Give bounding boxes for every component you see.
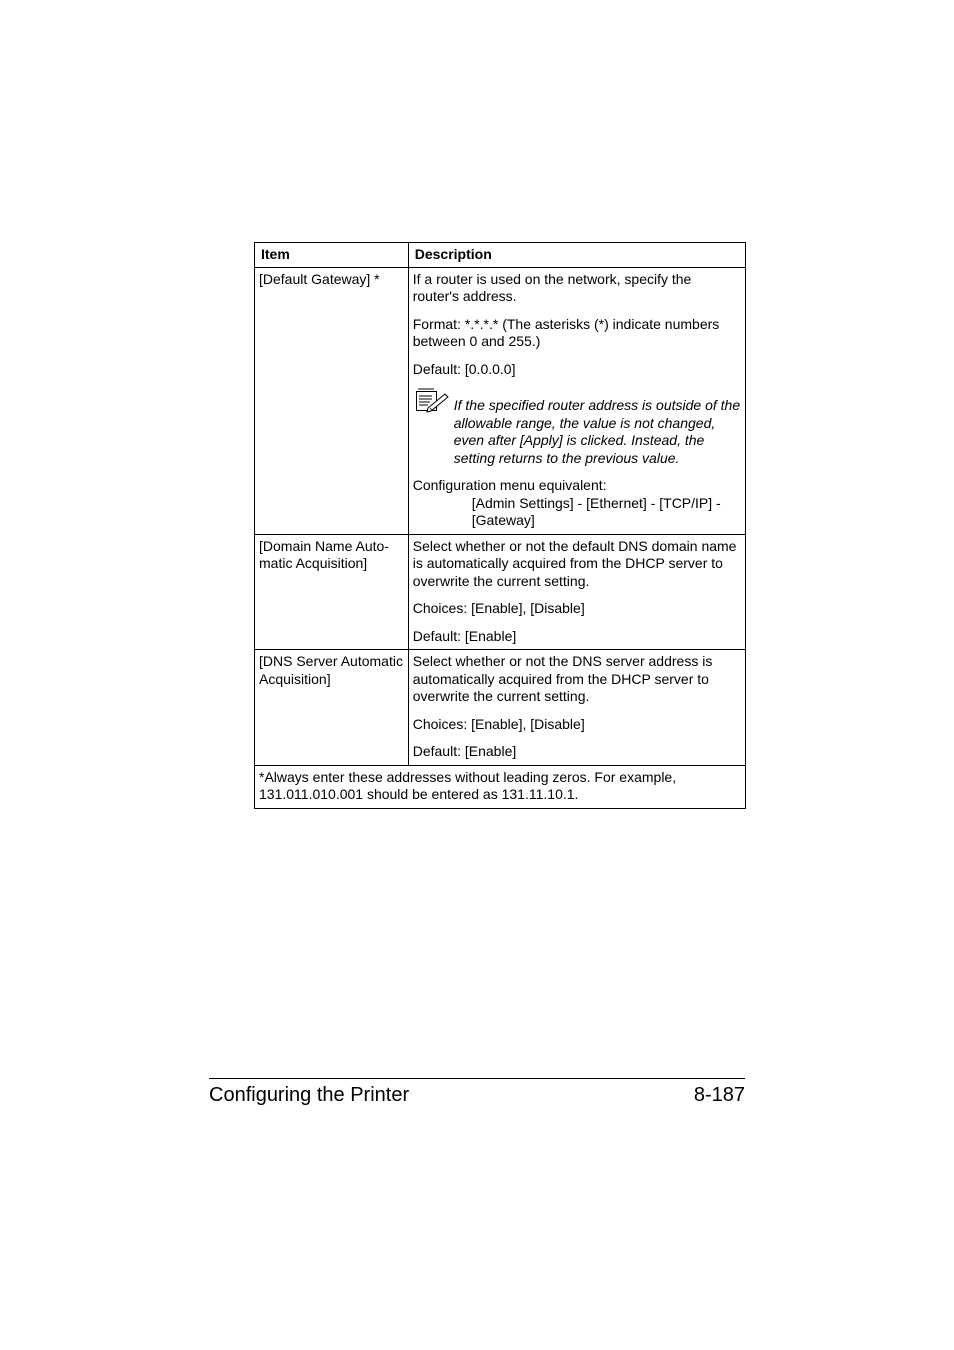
footnote: *Always enter these addresses without leading zeros. For example, 131.011.010.001 should be entered as 131.11.10.1.: [255, 765, 746, 808]
choices-text: Choices: [Enable], [Disable]: [412, 715, 585, 732]
config-menu-path: [Admin Settings] - [Ethernet] - [TCP/IP] - [Gateway]: [471, 494, 721, 528]
description-cell: [408, 650, 745, 766]
table-row: [255, 650, 746, 766]
settings-table: [254, 242, 746, 809]
item-cell: [DNS Server Automatic Acquisition]: [255, 650, 409, 766]
footer-chapter-title: Configuring the Printer: [209, 1084, 410, 1106]
config-label: Configuration menu equivalent:: [412, 477, 607, 493]
footer-divider: [209, 1078, 745, 1079]
item-cell: [Default Gateway] *: [255, 267, 409, 534]
default-text: Default: [Enable]: [412, 743, 517, 759]
description-text: Select whether or not the default DNS domain name is automatically acquired from the DHCP server to overwrite the current setting.: [412, 537, 737, 589]
page-number: 8-187: [693, 1084, 745, 1106]
table-row: [255, 267, 746, 534]
table-header-row: [255, 243, 746, 268]
footnote-row: [255, 765, 746, 808]
note-pencil-icon: [415, 388, 449, 414]
table-row: [255, 534, 746, 650]
item-column-header: Item: [255, 243, 409, 268]
description-cell: [408, 534, 745, 650]
choices-text: Choices: [Enable], [Disable]: [412, 600, 585, 616]
default-text: Default: [Enable]: [412, 627, 517, 644]
item-cell: [Domain Name Auto-matic Acquisition]: [255, 534, 409, 650]
description-text: If a router is used on the network, specify the router's address.: [412, 270, 692, 304]
format-text: Format: *.*.*.* (The asterisks (*) indicate numbers between 0 and 255.): [412, 315, 720, 349]
description-column-header: Description: [408, 243, 745, 268]
note-text: If the specified router address is outside of the allowable range, the value is not changed, even after [Apply] is clicked. Instead, the setting returns to the previous value.: [453, 397, 741, 466]
description-cell: [408, 267, 745, 534]
description-text: Select whether or not the DNS server address is automatically acquired from the DHCP server to overwrite the current setting.: [412, 653, 713, 704]
note-block: [413, 388, 741, 467]
default-text: Default: [0.0.0.0]: [412, 360, 516, 377]
